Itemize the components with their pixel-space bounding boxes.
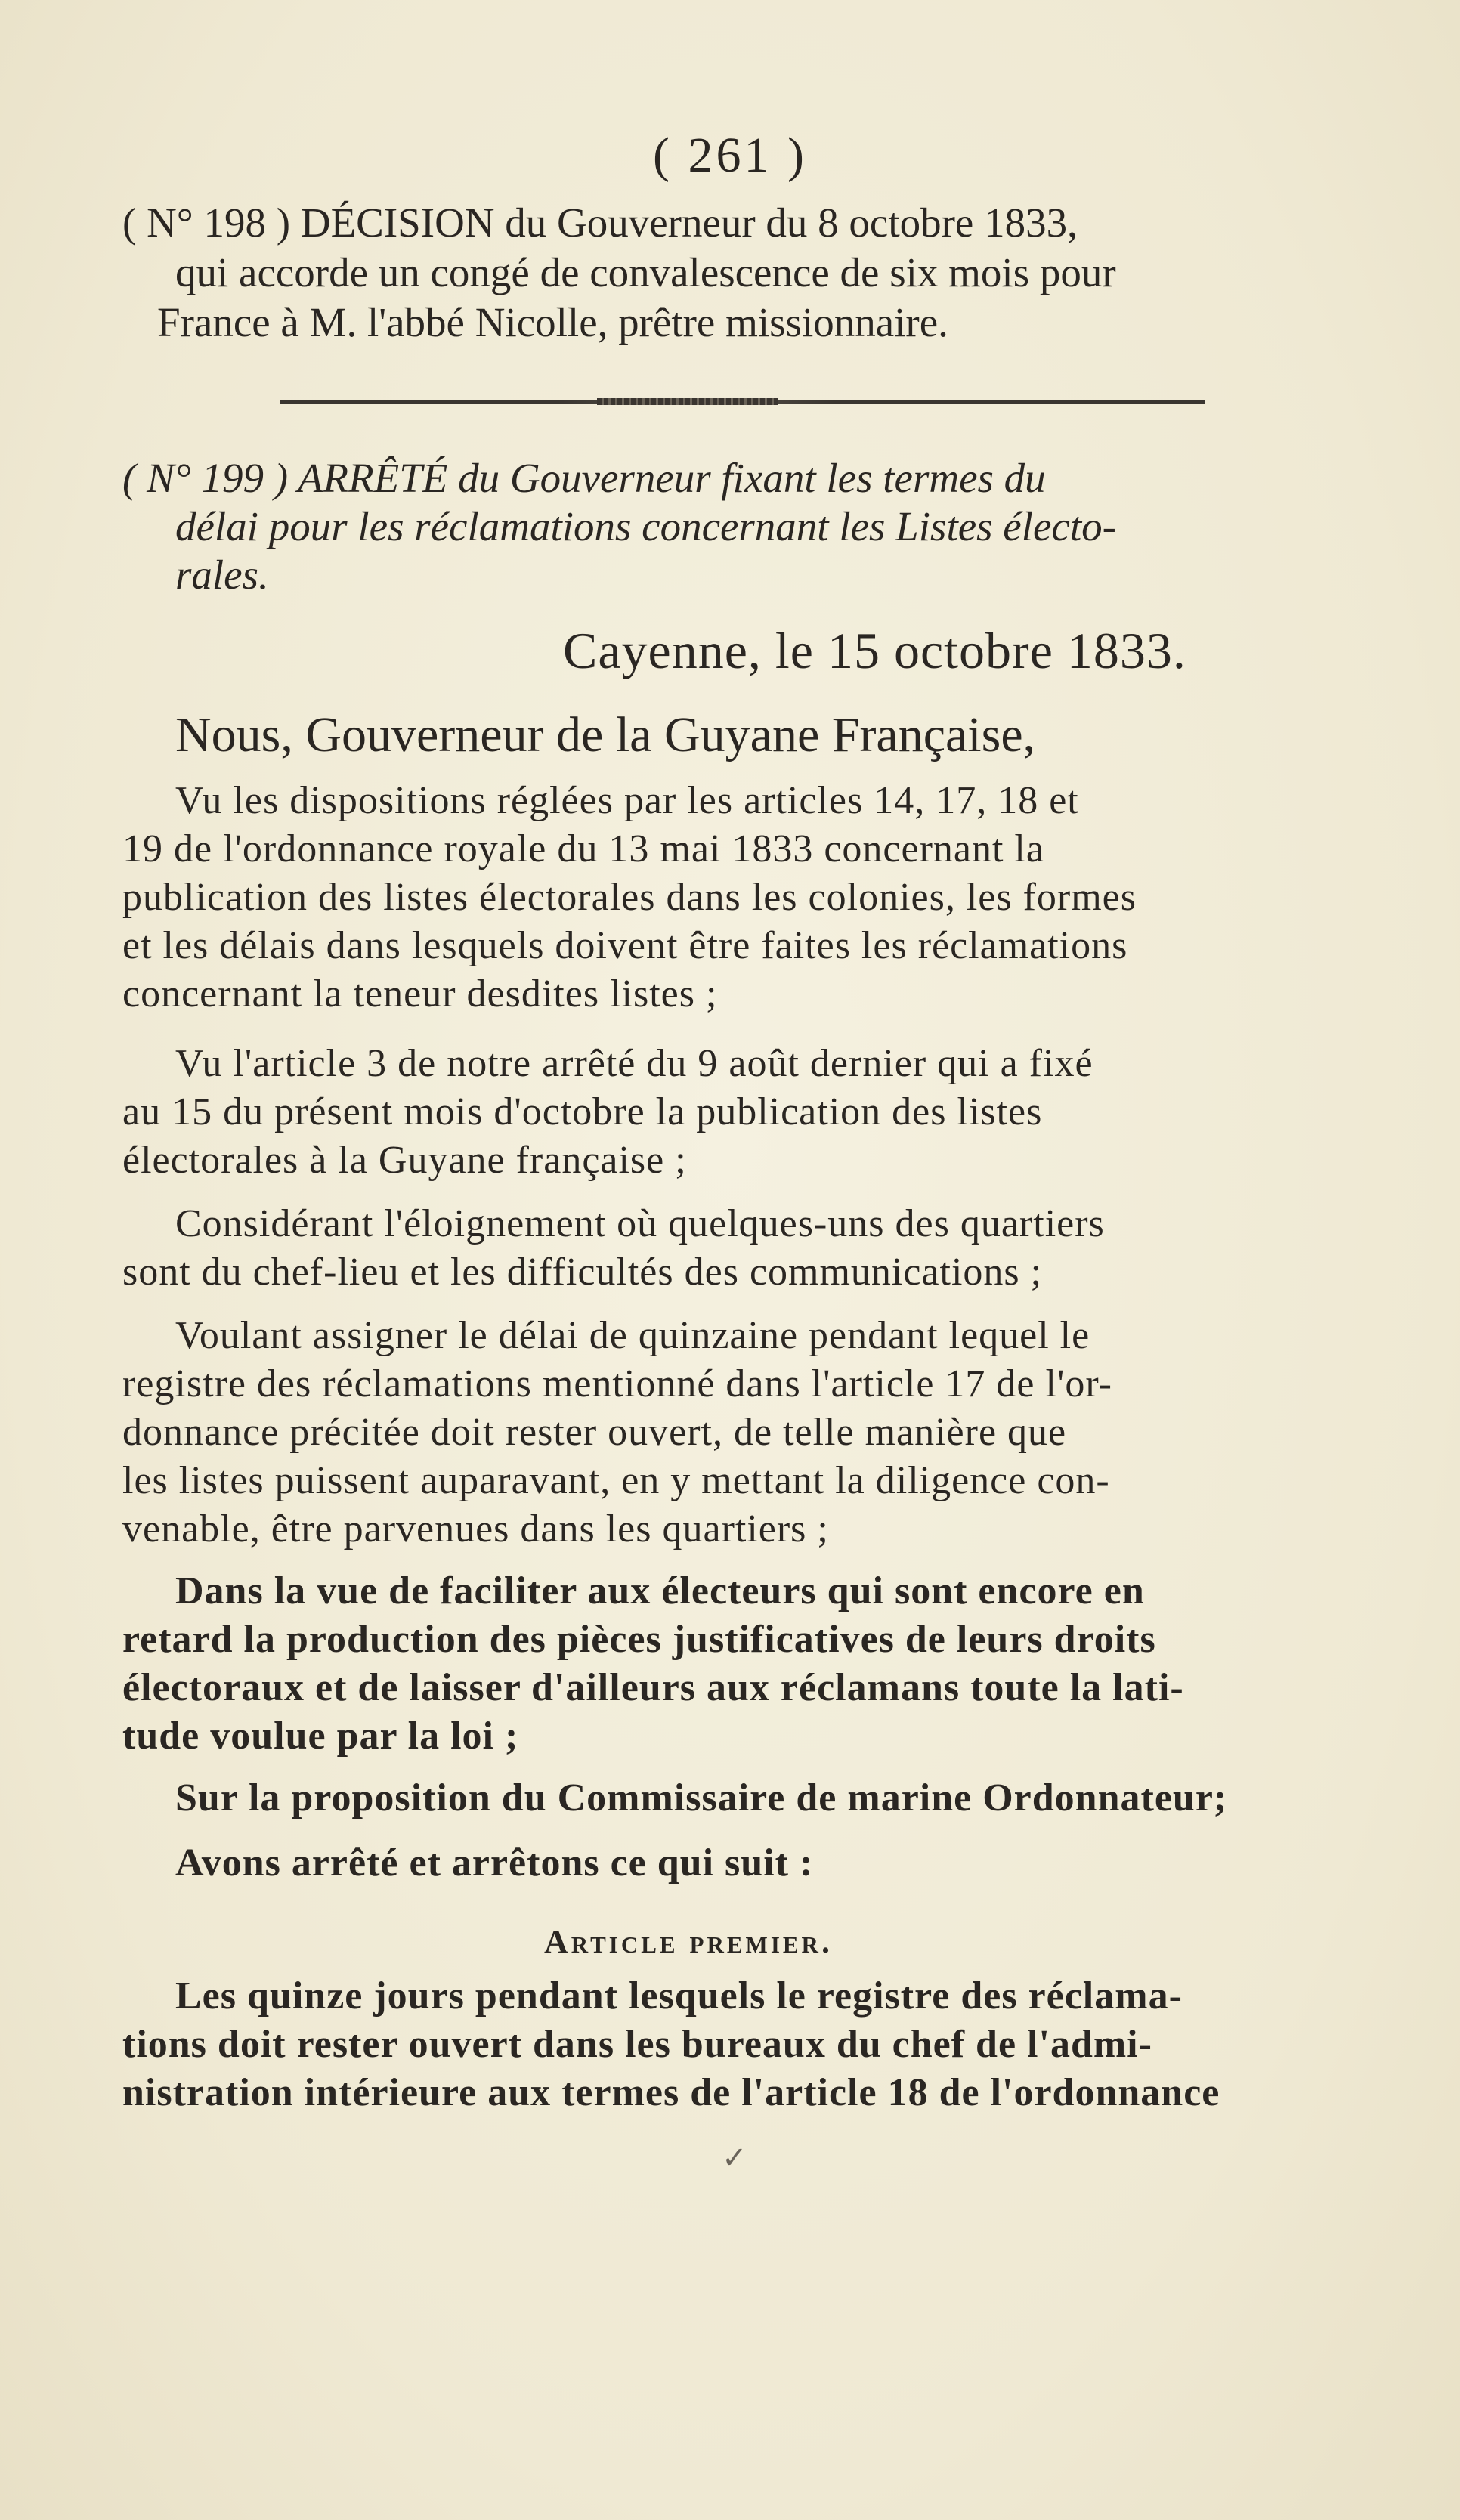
paragraph-line: Vu l'article 3 de notre arrêté du 9 août dernier qui a fixé (175, 1042, 1093, 1085)
paragraph-line: retard la production des pièces justificatives de leurs droits (122, 1618, 1156, 1661)
paragraph-line: au 15 du présent mois d'octobre la publication des listes (122, 1090, 1043, 1133)
article-heading: Article premier. (544, 1923, 833, 1960)
paragraph-line: Considérant l'éloignement où quelques-uns des quartiers (175, 1202, 1105, 1245)
decision-198-line-2: qui accorde un congé de convalescence de six mois pour (175, 249, 1116, 295)
decision-198-line-3: France à M. l'abbé Nicolle, prêtre missionnaire. (157, 299, 948, 345)
paragraph-line: tude voulue par la loi ; (122, 1715, 519, 1758)
decision-198-line-1: ( N° 198 ) DÉCISION du Gouverneur du 8 octobre 1833, (122, 199, 1078, 246)
paragraph-line: venable, être parvenues dans les quartiers ; (122, 1507, 829, 1551)
paragraph-line: donnance précitée doit rester ouvert, de telle manière que (122, 1411, 1067, 1454)
page-number: ( 261 ) (653, 128, 807, 183)
paragraph-line: tions doit rester ouvert dans les bureaux du chef de l'admi- (122, 2023, 1152, 2066)
paragraph-line: concernant la teneur desdites listes ; (122, 972, 718, 1016)
paragraph-line: nistration intérieure aux termes de l'article 18 de l'ordonnance (122, 2071, 1220, 2114)
governor-line: Nous, Gouverneur de la Guyane Française, (175, 707, 1036, 762)
paragraph-line: les listes puissent auparavant, en y mettant la diligence con- (122, 1459, 1110, 1502)
paragraph-line: sont du chef-lieu et les difficultés des communications ; (122, 1251, 1043, 1294)
arrete-heading-line-1: ( N° 199 ) ARRÊTÉ du Gouverneur fixant les termes du (122, 455, 1046, 501)
arrete-heading-line-3: rales. (175, 552, 269, 598)
paragraph-line: Vu les dispositions réglées par les articles 14, 17, 18 et (175, 779, 1079, 822)
paragraph-line: Les quinze jours pendant lesquels le registre des réclama- (175, 1974, 1183, 2018)
paragraph-line: et les délais dans lesquels doivent être faites les réclamations (122, 924, 1128, 967)
paragraph-line: électoraux et de laisser d'ailleurs aux réclamans toute la lati- (122, 1666, 1184, 1709)
paragraph-line: publication des listes électorales dans les colonies, les formes (122, 876, 1137, 919)
dateline: Cayenne, le 15 octobre 1833. (563, 622, 1186, 679)
paragraph-sur-la-proposition: Sur la proposition du Commissaire de marine Ordonnateur; (175, 1776, 1228, 1820)
ink-mark: ✓ (722, 2141, 747, 2175)
section-divider (280, 400, 1205, 404)
paragraph-line: Voulant assigner le délai de quinzaine pendant lequel le (175, 1314, 1090, 1357)
paragraph-line: 19 de l'ordonnance royale du 13 mai 1833 concernant la (122, 827, 1044, 870)
paragraph-line: Dans la vue de faciliter aux électeurs qui sont encore en (175, 1569, 1145, 1612)
paragraph-line: électorales à la Guyane française ; (122, 1139, 687, 1182)
paragraph-line: registre des réclamations mentionné dans l'article 17 de l'or- (122, 1362, 1112, 1405)
paragraph-avons-arrete: Avons arrêté et arrêtons ce qui suit : (175, 1841, 814, 1885)
arrete-heading-line-2: délai pour les réclamations concernant les Listes électo- (175, 503, 1116, 549)
